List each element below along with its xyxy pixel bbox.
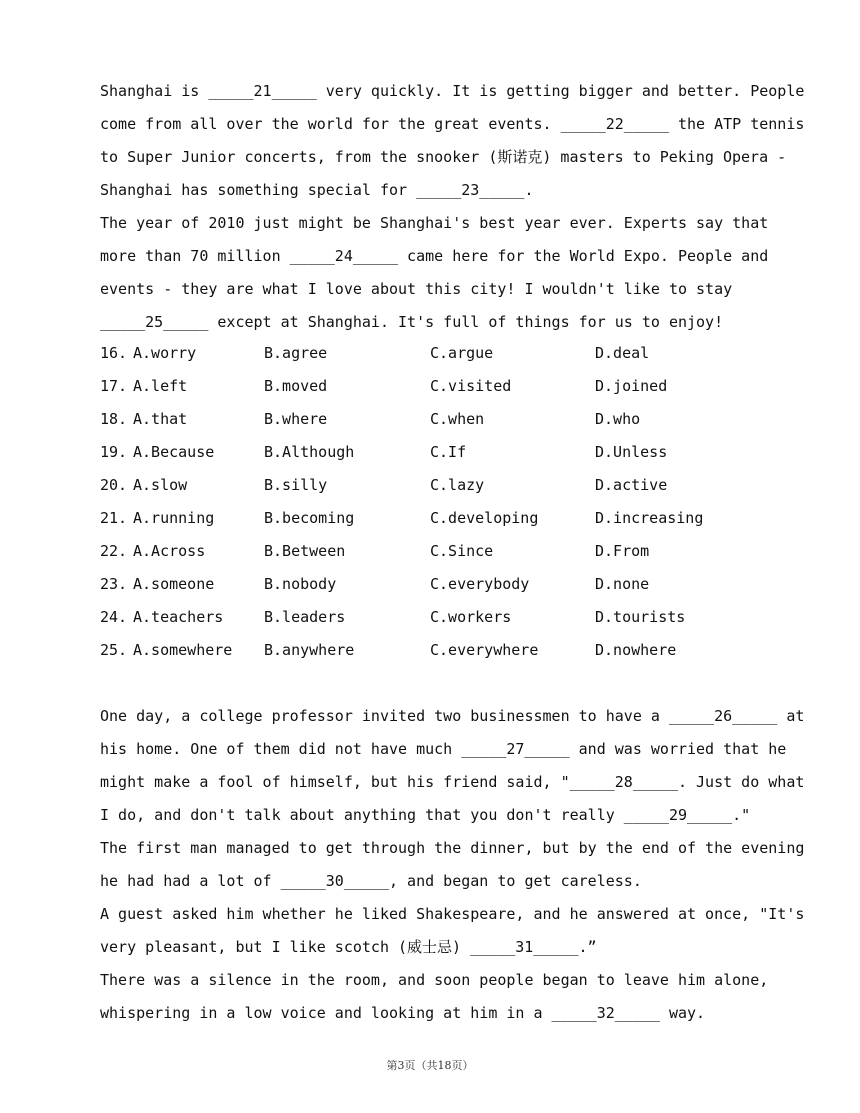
option-b: B.where [264, 410, 328, 428]
option-b: B.nobody [264, 575, 337, 593]
option-b: B.Between [264, 542, 346, 560]
option-c: C.workers [430, 608, 512, 626]
option-b: B.moved [264, 377, 328, 395]
option-a: A.left [133, 377, 188, 395]
option-row-17 [100, 370, 760, 403]
question-number: 16. [100, 344, 128, 362]
option-row-18 [100, 403, 760, 436]
passage-line: very pleasant, but I like scotch (威士忌) _____31_____.” [100, 938, 597, 956]
passage-line: One day, a college professor invited two businessmen to have a _____26_____ at [100, 707, 805, 725]
option-a: A.Across [133, 542, 206, 560]
option-c: C.when [430, 410, 485, 428]
option-b: B.anywhere [264, 641, 355, 659]
passage-line: Shanghai is _____21_____ very quickly. It is getting bigger and better. People [100, 82, 805, 100]
question-number: 17. [100, 377, 128, 395]
passage-line: come from all over the world for the great events. _____22_____ the ATP tennis [100, 115, 805, 133]
option-a: A.Because [133, 443, 215, 461]
option-d: D.tourists [595, 608, 686, 626]
option-a: A.running [133, 509, 215, 527]
question-number: 21. [100, 509, 128, 527]
question-number: 22. [100, 542, 128, 560]
option-row-23 [100, 568, 760, 601]
option-row-20 [100, 469, 760, 502]
option-c: C.developing [430, 509, 539, 527]
option-b: B.leaders [264, 608, 346, 626]
option-row-25 [100, 634, 760, 667]
passage-line: might make a fool of himself, but his friend said, "_____28_____. Just do what [100, 773, 805, 791]
option-d: D.From [595, 542, 650, 560]
option-a: A.worry [133, 344, 197, 362]
option-a: A.somewhere [133, 641, 233, 659]
passage-line: The year of 2010 just might be Shanghai's best year ever. Experts say that [100, 214, 769, 232]
option-d: D.deal [595, 344, 650, 362]
option-b: B.Although [264, 443, 355, 461]
question-number: 20. [100, 476, 128, 494]
option-row-16 [100, 337, 760, 370]
option-row-24 [100, 601, 760, 634]
passage-line: The first man managed to get through the dinner, but by the end of the evening [100, 839, 805, 857]
passage-line: whispering in a low voice and looking at him in a _____32_____ way. [100, 1004, 706, 1022]
passage-line: his home. One of them did not have much _____27_____ and was worried that he [100, 740, 787, 758]
passage-line: A guest asked him whether he liked Shakespeare, and he answered at once, "It's [100, 905, 805, 923]
option-a: A.teachers [133, 608, 224, 626]
passage-line: I do, and don't talk about anything that you don't really _____29_____." [100, 806, 751, 824]
passage-line: Shanghai has something special for _____23_____. [100, 181, 534, 199]
option-d: D.none [595, 575, 650, 593]
question-number: 24. [100, 608, 128, 626]
option-row-21 [100, 502, 760, 535]
option-a: A.someone [133, 575, 215, 593]
passage-line: he had had a lot of _____30_____, and began to get careless. [100, 872, 642, 890]
passage-2 [100, 700, 805, 1030]
option-b: B.silly [264, 476, 328, 494]
question-number: 18. [100, 410, 128, 428]
option-row-19 [100, 436, 760, 469]
question-number: 23. [100, 575, 128, 593]
option-a: A.slow [133, 476, 188, 494]
option-d: D.joined [595, 377, 668, 395]
question-number: 19. [100, 443, 128, 461]
passage-line: _____25_____ except at Shanghai. It's full of things for us to enjoy! [100, 313, 724, 331]
option-c: C.argue [430, 344, 494, 362]
passage-line: There was a silence in the room, and soon people began to leave him alone, [100, 971, 769, 989]
option-c: C.everybody [430, 575, 530, 593]
passage-line: events - they are what I love about this city! I wouldn't like to stay [100, 280, 733, 298]
question-number: 25. [100, 641, 128, 659]
option-d: D.nowhere [595, 641, 677, 659]
passage-line: more than 70 million _____24_____ came here for the World Expo. People and [100, 247, 769, 265]
option-b: B.agree [264, 344, 328, 362]
option-c: C.Since [430, 542, 494, 560]
option-c: C.everywhere [430, 641, 539, 659]
option-d: D.who [595, 410, 641, 428]
option-row-22 [100, 535, 760, 568]
option-c: C.visited [430, 377, 512, 395]
passage-1 [100, 75, 805, 339]
page-footer: 第3页（共18页） [386, 1059, 474, 1072]
option-c: C.lazy [430, 476, 485, 494]
option-d: D.Unless [595, 443, 668, 461]
passage-line: to Super Junior concerts, from the snooker (斯诺克) masters to Peking Opera - [100, 148, 787, 166]
option-d: D.active [595, 476, 668, 494]
option-c: C.If [430, 443, 467, 461]
option-d: D.increasing [595, 509, 704, 527]
option-a: A.that [133, 410, 188, 428]
option-b: B.becoming [264, 509, 355, 527]
